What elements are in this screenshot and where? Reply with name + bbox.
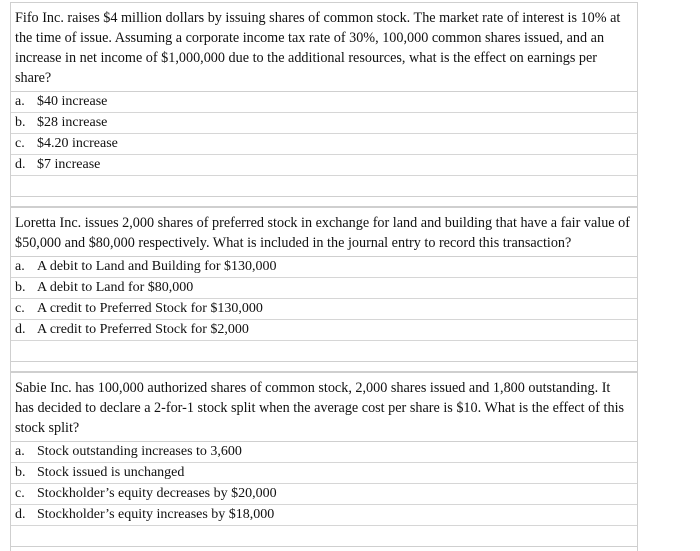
- spacer-row: [10, 341, 638, 362]
- option-text: A credit to Preferred Stock for $2,000: [37, 322, 249, 337]
- spacer-row: [10, 526, 638, 547]
- option-text: $4.20 increase: [37, 136, 118, 151]
- option-1a[interactable]: [11, 92, 637, 113]
- option-text: Stockholder’s equity increases by $18,000: [37, 507, 275, 522]
- spacer-row: [10, 176, 638, 197]
- spacer-row: [10, 547, 638, 551]
- option-text: $7 increase: [37, 157, 101, 172]
- option-letter: a.: [15, 444, 25, 459]
- option-text: A debit to Land and Building for $130,000: [37, 259, 277, 274]
- question-text-2: Loretta Inc. issues 2,000 shares of preferred stock in exchange for land and building that have a fair value of $50,000 and $80,000 respectively. What is included in the journal entry to record this transaction?: [11, 207, 637, 257]
- option-text: A credit to Preferred Stock for $130,000: [37, 301, 263, 316]
- option-2c[interactable]: [11, 299, 637, 320]
- option-letter: a.: [15, 259, 25, 274]
- question-text-3: Sabie Inc. has 100,000 authorized shares of common stock, 2,000 shares issued and 1,800 outstanding. It has decided to declare a 2-for-1 stock split when the average cost per share is $10. What is the effect of this stock split?: [11, 372, 637, 442]
- option-letter: b.: [15, 115, 26, 130]
- option-letter: d.: [15, 507, 26, 522]
- option-2a[interactable]: [11, 257, 637, 278]
- option-1c[interactable]: [11, 134, 637, 155]
- option-letter: c.: [15, 301, 25, 316]
- option-2b[interactable]: [11, 278, 637, 299]
- option-1d[interactable]: [11, 155, 637, 176]
- option-3c[interactable]: [11, 484, 637, 505]
- option-text: Stock issued is unchanged: [37, 465, 185, 480]
- option-text: $40 increase: [37, 94, 108, 109]
- question-block-1: [10, 2, 638, 176]
- question-sheet: [10, 2, 638, 551]
- option-letter: a.: [15, 94, 25, 109]
- option-letter: c.: [15, 486, 25, 501]
- option-1b[interactable]: [11, 113, 637, 134]
- option-letter: c.: [15, 136, 25, 151]
- question-block-3: [10, 372, 638, 526]
- option-text: $28 increase: [37, 115, 108, 130]
- option-letter: b.: [15, 465, 26, 480]
- option-letter: b.: [15, 280, 26, 295]
- question-block-2: [10, 207, 638, 341]
- option-3a[interactable]: [11, 442, 637, 463]
- option-3b[interactable]: [11, 463, 637, 484]
- option-letter: d.: [15, 157, 26, 172]
- option-2d[interactable]: [11, 320, 637, 341]
- option-letter: d.: [15, 322, 26, 337]
- question-text-1: Fifo Inc. raises $4 million dollars by issuing shares of common stock. The market rate of interest is 10% at the time of issue. Assuming a corporate income tax rate of 30%, 100,000 common shares issued, and an increase in net income of $1,000,000 due to the additional resources, what is the effect on earnings per share?: [11, 2, 637, 92]
- option-text: Stock outstanding increases to 3,600: [37, 444, 242, 459]
- option-text: Stockholder’s equity decreases by $20,000: [37, 486, 277, 501]
- option-text: A debit to Land for $80,000: [37, 280, 194, 295]
- spacer-row: [10, 362, 638, 372]
- spacer-row: [10, 197, 638, 207]
